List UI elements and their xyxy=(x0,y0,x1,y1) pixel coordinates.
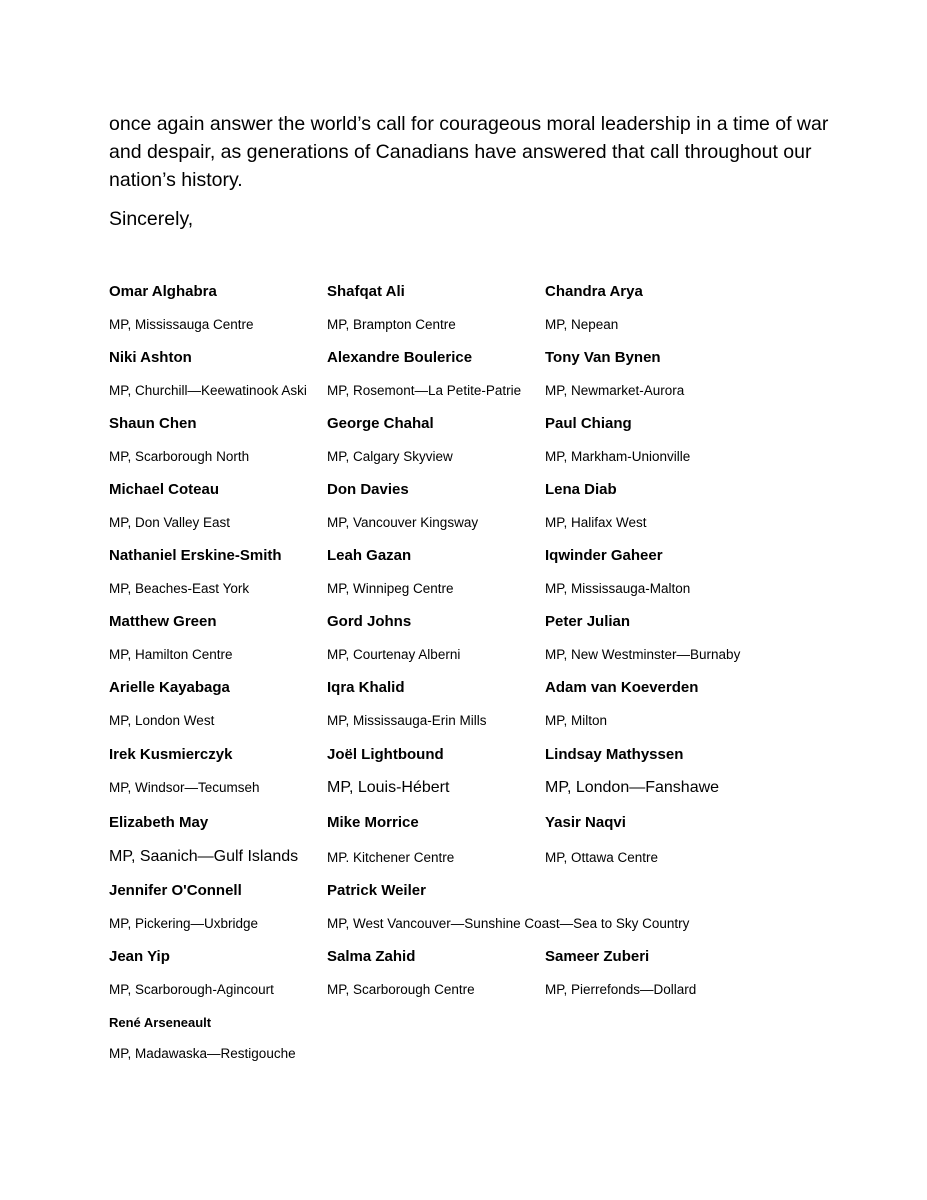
signatory-name: Sameer Zuberi xyxy=(545,948,650,965)
signatory-riding: MP, London—Fanshawe xyxy=(545,779,720,796)
signatory-riding: MP, Halifax West xyxy=(545,515,647,530)
signatory-name: Tony Van Bynen xyxy=(545,349,661,366)
signatory-list xyxy=(109,0,869,1200)
signatory-name: Elizabeth May xyxy=(109,814,209,831)
signatory-name: Adam van Koeverden xyxy=(545,679,699,696)
signatory-name: Paul Chiang xyxy=(545,415,632,432)
signatory-name: Jean Yip xyxy=(109,948,170,965)
signatory-riding: MP, Louis-Hébert xyxy=(327,779,450,796)
signatory-riding: MP, Pierrefonds—Dollard xyxy=(545,982,697,997)
letter-closing: Sincerely, xyxy=(109,208,194,230)
signatory-name: Nathaniel Erskine-Smith xyxy=(109,547,282,564)
signatory-name: Gord Johns xyxy=(327,613,412,630)
signatory-name: Omar Alghabra xyxy=(109,283,217,300)
signatory-name: Don Davies xyxy=(327,481,409,498)
signatory-riding: MP, Saanich—Gulf Islands xyxy=(109,848,299,865)
signatory-riding: MP, Beaches-East York xyxy=(109,581,250,596)
signatory-riding: MP, Mississauga-Malton xyxy=(545,581,691,596)
signatory-riding: MP, Ottawa Centre xyxy=(545,850,659,865)
signatory-riding: MP, Calgary Skyview xyxy=(327,449,453,464)
signatory-riding: MP, Hamilton Centre xyxy=(109,647,233,662)
signatory-riding: MP, Winnipeg Centre xyxy=(327,581,454,596)
signatory-name: Iqwinder Gaheer xyxy=(545,547,663,564)
signatory-riding: MP, Madawaska—Restigouche xyxy=(109,1046,296,1061)
signatory-name: Matthew Green xyxy=(109,613,217,630)
signatory-name: Shafqat Ali xyxy=(327,283,405,300)
signatory-name: Arielle Kayabaga xyxy=(109,679,230,696)
signatory-riding: MP. Kitchener Centre xyxy=(327,850,455,865)
signatory-name: René Arseneault xyxy=(109,1015,212,1030)
signatory-name: Chandra Arya xyxy=(545,283,643,300)
signatory-riding: MP, London West xyxy=(109,713,215,728)
signatory-name: Yasir Naqvi xyxy=(545,814,626,831)
signatory-name: Alexandre Boulerice xyxy=(327,349,473,366)
signatory-name: Shaun Chen xyxy=(109,415,197,432)
signatory-riding: MP, Scarborough North xyxy=(109,449,250,464)
letter-body-text: once again answer the world’s call for courageous moral leadership in a time of war and despair, as generations of Canadians have answered that call throughout our nation’s history. xyxy=(109,113,829,191)
signatory-riding: MP, Don Valley East xyxy=(109,515,231,530)
signatory-riding: MP, Churchill—Keewatinook Aski xyxy=(109,383,307,398)
signatory-name: Peter Julian xyxy=(545,613,631,630)
signatory-riding: MP, New Westminster—Burnaby xyxy=(545,647,741,662)
signatory-name: Michael Coteau xyxy=(109,481,220,498)
signatory-riding: MP, Vancouver Kingsway xyxy=(327,515,479,530)
signatory-riding: MP, Windsor—Tecumseh xyxy=(109,780,260,795)
signatory-riding: MP, Rosemont—La Petite-Patrie xyxy=(327,383,522,398)
signatory-riding: MP, Mississauga Centre xyxy=(109,317,254,332)
signatory-riding: MP, Scarborough-Agincourt xyxy=(109,982,274,997)
signatory-riding: MP, Markham-Unionville xyxy=(545,449,691,464)
signatory-name: Irek Kusmierczyk xyxy=(109,746,233,763)
signatory-riding: MP, West Vancouver—Sunshine Coast—Sea to Sky Country xyxy=(327,916,690,931)
signatory-riding: MP, Nepean xyxy=(545,317,619,332)
signatory-name: Iqra Khalid xyxy=(327,679,405,696)
signatory-name: Jennifer O'Connell xyxy=(109,882,242,899)
signatory-riding: MP, Newmarket-Aurora xyxy=(545,383,685,398)
signatory-riding: MP, Pickering—Uxbridge xyxy=(109,916,259,931)
signatory-name: Joël Lightbound xyxy=(327,746,444,763)
signatory-riding: MP, Courtenay Alberni xyxy=(327,647,461,662)
signatory-name: Lindsay Mathyssen xyxy=(545,746,684,763)
signatory-name: Mike Morrice xyxy=(327,814,419,831)
signatory-name: Salma Zahid xyxy=(327,948,416,965)
signatory-name: Niki Ashton xyxy=(109,349,192,366)
signatory-name: Lena Diab xyxy=(545,481,617,498)
signatory-riding: MP, Milton xyxy=(545,713,608,728)
signatory-name: Patrick Weiler xyxy=(327,882,426,899)
signatory-riding: MP, Scarborough Centre xyxy=(327,982,475,997)
signatory-name: Leah Gazan xyxy=(327,547,412,564)
signatory-riding: MP, Brampton Centre xyxy=(327,317,456,332)
signatory-riding: MP, Mississauga-Erin Mills xyxy=(327,713,487,728)
signatory-name: George Chahal xyxy=(327,415,434,432)
